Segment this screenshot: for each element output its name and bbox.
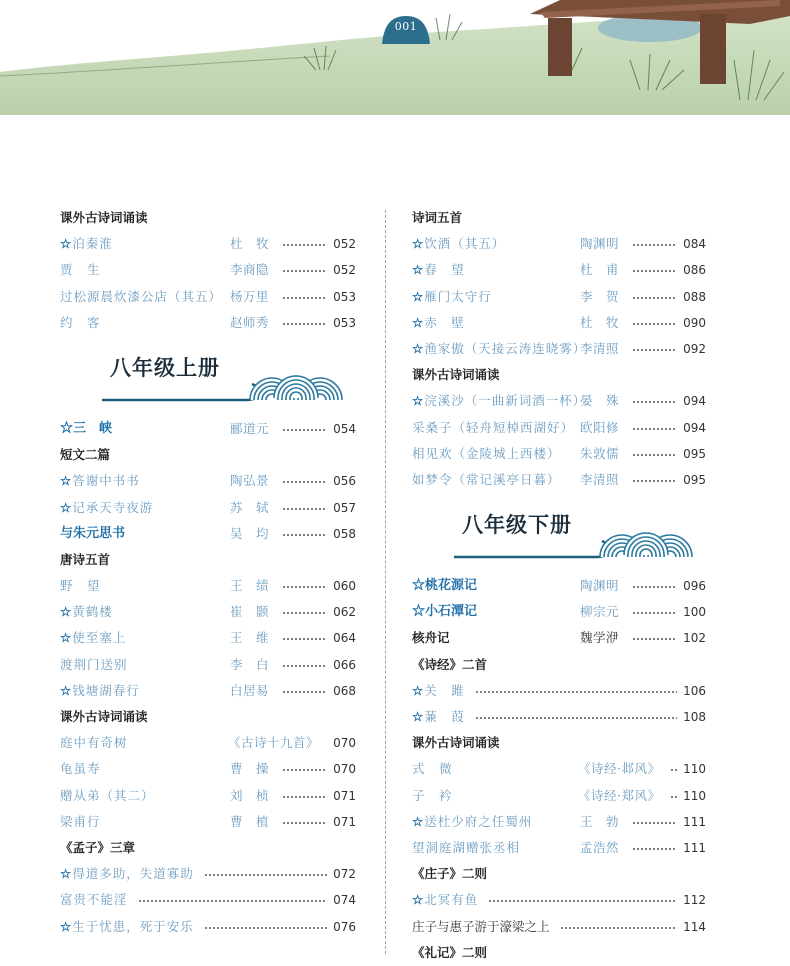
- entry-page-number: 060: [333, 579, 356, 594]
- entry-page-number: 074: [333, 893, 356, 908]
- entry-title: [412, 887, 478, 913]
- star-icon: ☆: [412, 682, 425, 698]
- entry-page-number: 072: [333, 867, 356, 882]
- entry-page-number: 084: [683, 237, 706, 252]
- star-icon: ☆: [412, 578, 426, 594]
- entry-page-number: 110: [683, 762, 706, 777]
- section-title: 《诗经》二首: [412, 656, 488, 672]
- dot-leader: [282, 638, 327, 640]
- entry-title-text: 雁门太守行: [424, 288, 492, 304]
- entry-page-number: 056: [333, 474, 356, 489]
- toc-right-column: [412, 205, 706, 966]
- entry-title-text: 钱塘湖春行: [72, 682, 140, 698]
- toc-entry[interactable]: [60, 284, 356, 310]
- entry-author: 王 勃: [580, 813, 620, 829]
- entry-author: 李清照: [580, 340, 620, 356]
- entry-title-text: 小石潭记: [425, 604, 478, 620]
- star-icon: ☆: [412, 262, 425, 278]
- dot-leader: [670, 796, 677, 798]
- column-divider: [385, 210, 386, 954]
- section-heading: [412, 362, 706, 388]
- entry-author: 王 绩: [230, 578, 270, 594]
- toc-entry[interactable]: [60, 310, 356, 336]
- entry-author: 《古诗十九首》: [228, 735, 320, 751]
- entry-author: 欧阳修: [580, 419, 620, 435]
- toc-entry[interactable]: [60, 573, 356, 599]
- entry-title-text: 式 微: [412, 761, 453, 777]
- toc-entry[interactable]: [412, 336, 706, 362]
- entry-page-number: 106: [683, 683, 706, 698]
- toc-entry[interactable]: [412, 678, 706, 704]
- toc-entry[interactable]: [60, 625, 356, 651]
- dot-leader: [632, 401, 677, 403]
- dot-leader: [282, 586, 327, 588]
- dot-leader: [138, 900, 327, 902]
- dot-leader: [282, 508, 327, 510]
- entry-title-text: 子 衿: [412, 787, 453, 803]
- toc-entry[interactable]: [412, 310, 706, 336]
- dot-leader: [282, 323, 327, 325]
- entry-author: 杨万里: [230, 288, 270, 304]
- section-heading: [60, 205, 356, 231]
- entry-title: [60, 809, 101, 835]
- entry-page-number: 102: [683, 631, 706, 646]
- entry-title: [60, 730, 128, 756]
- entry-author: 孟浩然: [580, 839, 620, 855]
- toc-entry[interactable]: [412, 809, 706, 835]
- entry-page-number: 108: [683, 710, 706, 724]
- header-illustration: [0, 0, 790, 115]
- section-title: 诗词五首: [412, 210, 463, 225]
- entry-title-text: 富贵不能淫: [60, 892, 128, 908]
- entry-title: [60, 573, 101, 599]
- toc-entry[interactable]: [60, 416, 356, 442]
- entry-title-text: 如梦令（常记溪亭日暮）: [412, 471, 561, 487]
- entry-title: [60, 468, 140, 494]
- dot-leader: [282, 822, 327, 824]
- entry-author: 李 白: [230, 656, 270, 672]
- section-title: 短文二篇: [60, 447, 111, 463]
- toc-entry[interactable]: [60, 652, 356, 678]
- entry-title-text: 相见欢（金陵城上西楼）: [412, 445, 561, 461]
- entry-page-number: 086: [683, 263, 706, 278]
- star-icon: ☆: [60, 473, 73, 489]
- entry-page-number: 096: [683, 579, 706, 594]
- entry-page-number: 076: [333, 919, 356, 934]
- entry-author: 赵师秀: [230, 314, 270, 330]
- entry-page-number: 053: [333, 315, 356, 330]
- star-icon: ☆: [60, 918, 73, 934]
- entry-author: 吴 均: [230, 525, 270, 541]
- star-icon: ☆: [60, 682, 73, 698]
- dot-leader: [282, 796, 327, 798]
- toc-entry[interactable]: [60, 783, 356, 809]
- section-title: 唐诗五首: [60, 551, 111, 567]
- dot-leader: [632, 323, 677, 325]
- section-title: 课外古诗词诵读: [60, 210, 148, 225]
- star-icon: ☆: [60, 866, 73, 882]
- dot-leader: [475, 691, 677, 693]
- entry-author: 陶渊明: [580, 578, 620, 594]
- dot-leader: [475, 717, 677, 719]
- grade-heading: [60, 336, 356, 416]
- entry-author: 《诗经·邶风》: [578, 761, 661, 777]
- toc-entry[interactable]: [412, 441, 706, 467]
- entry-title: [412, 441, 561, 467]
- entry-page-number: 064: [333, 631, 356, 646]
- dot-leader: [632, 586, 677, 588]
- entry-title: [60, 625, 126, 651]
- entry-page-number: 095: [683, 446, 706, 461]
- grade-heading: [412, 493, 706, 573]
- entry-title: [412, 835, 520, 861]
- entry-page-number: 066: [333, 657, 356, 672]
- toc-entry[interactable]: [412, 625, 706, 651]
- entry-page-number: 095: [683, 472, 706, 487]
- entry-title-text: 浣溪沙（一曲新词酒一杯）: [424, 393, 587, 409]
- entry-title-text: 泊秦淮: [72, 236, 113, 252]
- entry-page-number: 058: [333, 526, 356, 541]
- section-heading: [412, 652, 706, 678]
- entry-title-text: 记承天寺夜游: [72, 499, 154, 515]
- dot-leader: [204, 874, 327, 876]
- dot-leader: [282, 270, 327, 272]
- toc-entry[interactable]: [412, 914, 706, 940]
- entry-title: [60, 887, 128, 913]
- entry-page-number: 053: [333, 289, 356, 304]
- star-icon: ☆: [60, 420, 74, 436]
- entry-author: 李清照: [580, 471, 620, 487]
- dot-leader: [632, 612, 677, 614]
- entry-author: 苏 轼: [230, 499, 270, 515]
- dot-leader: [488, 900, 677, 902]
- entry-title-text: 送杜少府之任蜀州: [424, 813, 533, 829]
- entry-author: 晏 殊: [580, 393, 620, 409]
- star-icon: ☆: [412, 892, 425, 908]
- section-heading: [60, 835, 356, 861]
- entry-page-number: 068: [333, 683, 356, 698]
- entry-title-text: 庭中有奇树: [60, 735, 128, 751]
- entry-author: 魏学洢: [580, 630, 620, 646]
- toc-entry[interactable]: [60, 599, 356, 625]
- dot-leader: [282, 665, 327, 667]
- entry-author: 柳宗元: [580, 604, 620, 620]
- dot-leader: [282, 481, 327, 483]
- entry-title: [412, 704, 465, 730]
- entry-title: [60, 416, 112, 442]
- entry-page-number: 054: [333, 421, 356, 436]
- entry-title-text: 黄鹤楼: [72, 604, 113, 620]
- star-icon: ☆: [60, 236, 73, 252]
- toc-entry[interactable]: [60, 678, 356, 704]
- dot-leader: [632, 297, 677, 299]
- entry-author: 朱敦儒: [580, 445, 620, 461]
- section-title: 课外古诗词诵读: [412, 735, 500, 751]
- toc-entry[interactable]: [412, 783, 706, 809]
- dot-leader: [282, 429, 327, 431]
- entry-author: 《诗经·郑风》: [578, 787, 661, 803]
- toc-entry[interactable]: [412, 835, 706, 861]
- entry-page-number: 070: [333, 736, 356, 751]
- toc-entry[interactable]: [60, 231, 356, 257]
- section-title: 《孟子》三章: [60, 839, 136, 855]
- entry-author: 李 贺: [580, 288, 620, 304]
- toc-entry[interactable]: [412, 231, 706, 257]
- entry-author: 杜 甫: [580, 262, 620, 278]
- entry-title: [412, 625, 450, 651]
- entry-title: [60, 652, 128, 678]
- section-title: 《礼记》二则: [412, 944, 488, 960]
- entry-title-text: 核舟记: [412, 630, 450, 646]
- entry-author: 崔 颢: [230, 604, 270, 620]
- entry-title: [60, 495, 153, 521]
- entry-title: [60, 284, 222, 310]
- entry-page-number: 052: [333, 263, 356, 278]
- entry-title-text: 望洞庭湖赠张丞相: [412, 839, 521, 855]
- toc-entry[interactable]: [60, 468, 356, 494]
- entry-title-text: 饮酒（其五）: [424, 236, 506, 252]
- entry-page-number: 094: [683, 420, 706, 435]
- dot-leader: [282, 297, 327, 299]
- toc-entry[interactable]: [412, 284, 706, 310]
- dot-leader: [282, 769, 327, 771]
- star-icon: ☆: [412, 604, 426, 620]
- entry-title-text: 关 雎: [424, 682, 465, 698]
- entry-title: [60, 521, 125, 547]
- entry-title: [60, 756, 101, 782]
- entry-title: [412, 678, 465, 704]
- entry-title-text: 北冥有鱼: [424, 892, 479, 908]
- section-heading: [60, 547, 356, 573]
- entry-title-text: 约 客: [60, 314, 101, 330]
- entry-title-text: 使至塞上: [72, 630, 127, 646]
- entry-author: 白居易: [230, 682, 270, 698]
- section-title: 课外古诗词诵读: [412, 367, 500, 383]
- entry-page-number: 070: [333, 762, 356, 777]
- entry-title-text: 庄子与惠子游于濠梁之上: [412, 918, 550, 934]
- star-icon: ☆: [412, 709, 425, 724]
- star-icon: ☆: [412, 393, 425, 409]
- toc-entry[interactable]: [412, 887, 706, 913]
- star-icon: ☆: [412, 813, 425, 829]
- entry-title: [412, 310, 465, 336]
- entry-title-text: 贾 生: [60, 262, 101, 278]
- star-icon: ☆: [60, 499, 73, 515]
- toc-entry[interactable]: [412, 704, 706, 730]
- toc-entry[interactable]: [60, 756, 356, 782]
- star-icon: ☆: [412, 236, 425, 252]
- entry-page-number: 110: [683, 788, 706, 803]
- section-heading: [412, 205, 706, 231]
- entry-title: [412, 573, 477, 599]
- star-icon: ☆: [60, 630, 73, 646]
- section-heading: [412, 940, 706, 966]
- entry-author: 曹 植: [230, 813, 270, 829]
- entry-author: 杜 牧: [580, 314, 620, 330]
- entry-title: [60, 231, 113, 257]
- entry-page-number: 088: [683, 289, 706, 304]
- dot-leader: [632, 454, 677, 456]
- entry-title-text: 得道多助，失道寡助: [72, 866, 194, 882]
- toc-entry[interactable]: [412, 573, 706, 599]
- entry-author: 陶渊明: [580, 236, 620, 252]
- entry-title-text: 龟虽寿: [60, 761, 101, 777]
- entry-author: 刘 桢: [230, 787, 270, 803]
- dot-leader: [632, 848, 677, 850]
- toc-entry[interactable]: [412, 599, 706, 625]
- entry-title: [412, 231, 505, 257]
- dot-leader: [632, 244, 677, 246]
- dot-leader: [670, 769, 677, 771]
- entry-page-number: 071: [333, 814, 356, 829]
- toc-entry[interactable]: [60, 521, 356, 547]
- entry-title: [412, 467, 561, 493]
- entry-title-text: 三 峡: [73, 420, 113, 436]
- dot-leader: [560, 927, 677, 929]
- toc-entry[interactable]: [60, 809, 356, 835]
- page-number: 001: [394, 20, 418, 33]
- toc-entry[interactable]: [412, 257, 706, 283]
- toc-entry[interactable]: [60, 495, 356, 521]
- dot-leader: [282, 691, 327, 693]
- entry-title-text: 赠从弟（其二）: [60, 787, 155, 803]
- entry-page-number: 111: [683, 840, 706, 855]
- entry-title: [412, 809, 532, 835]
- entry-page-number: 057: [333, 500, 356, 515]
- dot-leader: [632, 480, 677, 482]
- entry-page-number: 114: [683, 919, 706, 934]
- star-icon: ☆: [412, 314, 425, 330]
- dot-leader: [632, 638, 677, 640]
- entry-title: [412, 284, 492, 310]
- section-heading: [60, 704, 356, 730]
- entry-title-text: 渔家傲（天接云涛连晓雾）: [424, 340, 587, 356]
- entry-title: [412, 257, 465, 283]
- dot-leader: [204, 927, 327, 929]
- entry-title-text: 春 望: [424, 262, 465, 278]
- entry-title-text: 赤 壁: [424, 314, 465, 330]
- entry-title-text: 野 望: [60, 578, 101, 594]
- entry-title: [412, 756, 453, 782]
- entry-page-number: 112: [683, 893, 706, 908]
- toc-entry[interactable]: [60, 257, 356, 283]
- dot-leader: [632, 822, 677, 824]
- entry-author: 陶弘景: [230, 473, 270, 489]
- dot-leader: [282, 244, 327, 246]
- dot-leader: [282, 534, 327, 536]
- entry-title-text: 生于忧患，死于安乐: [72, 918, 194, 934]
- dot-leader: [282, 612, 327, 614]
- entry-page-number: 052: [333, 237, 356, 252]
- entry-title: [60, 861, 194, 887]
- entry-title-text: 桃花源记: [425, 578, 478, 594]
- entry-title-text: 与朱元思书: [60, 525, 126, 541]
- star-icon: ☆: [412, 340, 425, 356]
- entry-page-number: 100: [683, 605, 706, 620]
- dot-leader: [632, 349, 677, 351]
- entry-title: [60, 914, 194, 940]
- section-title: 《庄子》二则: [412, 866, 488, 882]
- entry-title: [60, 783, 155, 809]
- entry-author: 曹 操: [230, 761, 270, 777]
- entry-title: [60, 599, 113, 625]
- toc-left-column: [60, 205, 356, 940]
- toc-entry[interactable]: [412, 415, 706, 441]
- toc-entry[interactable]: [60, 914, 356, 940]
- toc-entry[interactable]: [412, 756, 706, 782]
- toc-entry[interactable]: [60, 730, 356, 756]
- entry-author: 郦道元: [230, 420, 270, 436]
- entry-title-text: 渡荆门送别: [60, 656, 128, 672]
- entry-title-text: 采桑子（轻舟短棹西湖好）: [412, 419, 575, 435]
- section-title: 课外古诗词诵读: [60, 709, 148, 724]
- entry-page-number: 094: [683, 394, 706, 409]
- toc-entry[interactable]: [60, 887, 356, 913]
- entry-title: [412, 415, 574, 441]
- section-heading: [412, 861, 706, 887]
- entry-page-number: 062: [333, 605, 356, 620]
- section-heading: [60, 442, 356, 468]
- entry-page-number: 092: [683, 341, 706, 356]
- section-heading: [412, 730, 706, 756]
- entry-title: [412, 388, 586, 414]
- grade-title: 八年级下册: [462, 512, 572, 538]
- entry-page-number: 111: [683, 814, 706, 829]
- entry-author: 杜 牧: [230, 236, 270, 252]
- entry-title: [412, 336, 586, 362]
- entry-title-text: 梁甫行: [60, 813, 101, 829]
- entry-page-number: 071: [333, 788, 356, 803]
- entry-title: [60, 678, 140, 704]
- toc-entry[interactable]: [412, 388, 706, 414]
- entry-title: [60, 310, 101, 336]
- toc-entry[interactable]: [412, 467, 706, 493]
- entry-title-text: 蒹 葭: [424, 709, 465, 724]
- dot-leader: [632, 270, 677, 272]
- grade-title: 八年级上册: [110, 354, 220, 380]
- entry-author: 李商隐: [230, 262, 270, 278]
- star-icon: ☆: [60, 604, 73, 620]
- entry-page-number: 090: [683, 315, 706, 330]
- toc-entry[interactable]: [60, 861, 356, 887]
- entry-author: 王 维: [230, 630, 270, 646]
- entry-title-text: 过松源晨炊漆公店（其五）: [60, 288, 223, 304]
- star-icon: ☆: [412, 288, 425, 304]
- entry-title-text: 答谢中书书: [72, 473, 140, 489]
- entry-title: [412, 599, 477, 625]
- dot-leader: [632, 428, 677, 430]
- entry-title: [412, 783, 453, 809]
- entry-title: [412, 914, 550, 940]
- entry-title: [60, 257, 101, 283]
